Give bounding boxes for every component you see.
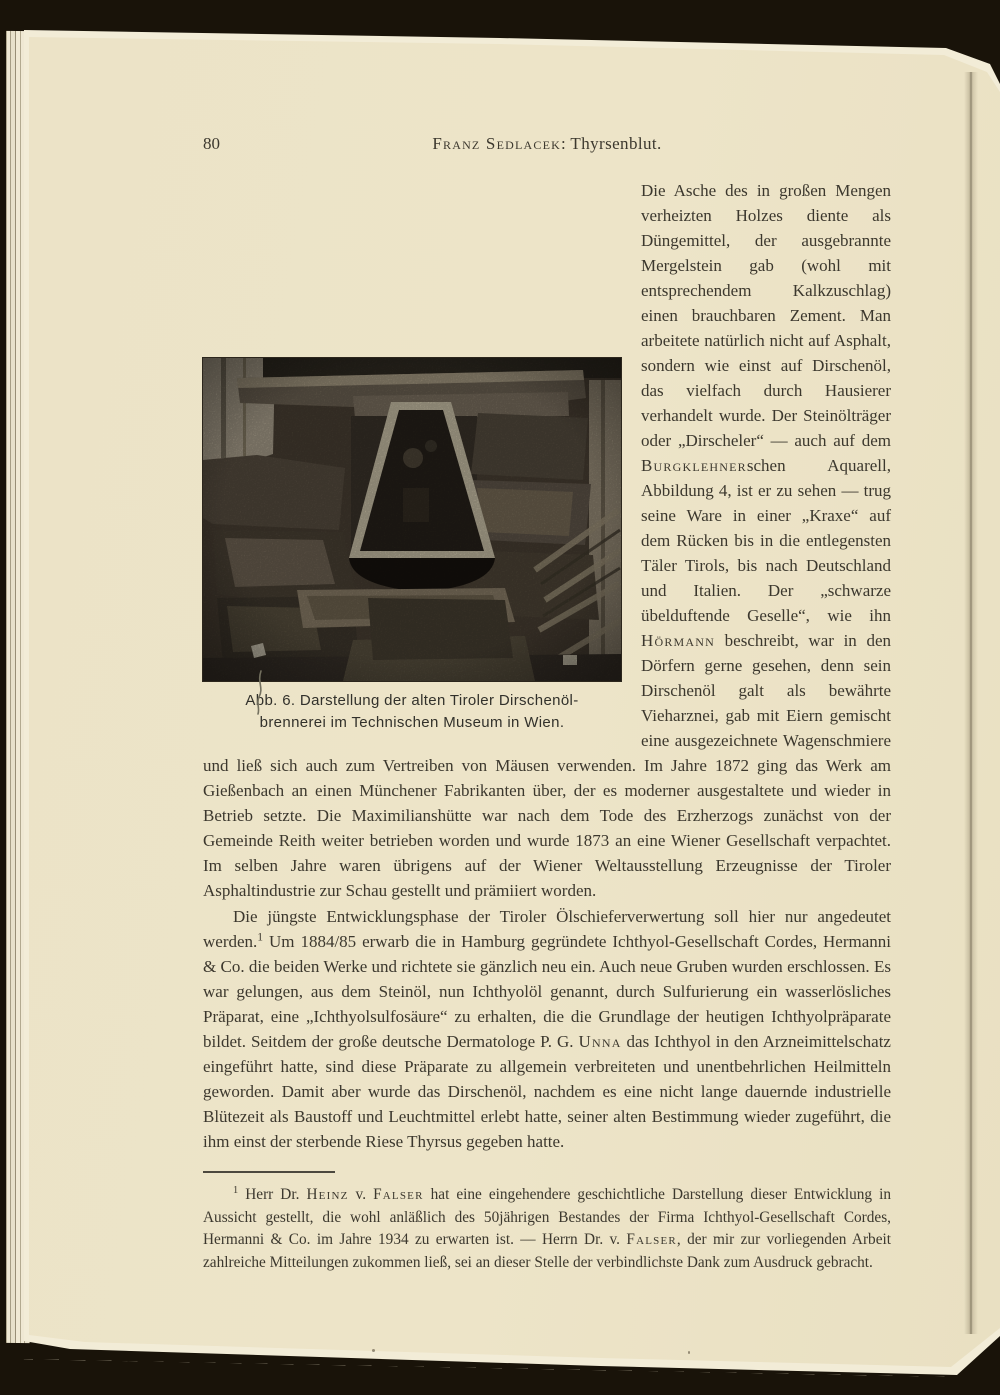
footnote: $^1$ Herr Dr. Heinz v. Falser hat eine eingehendere geschichtliche Darstellung dieser Entwicklung in Aussicht gestellt, die wohl anläßlich des 50jährigen Bestandes der Firma Ichthyol-Gesellschaft Cordes, Hermanni & Co. im Jahre 1934 zu erwarten ist. — Herrn Dr. v. Falser, der mir zur vorliegenden Arbeit zahlreiche Mitteilungen zukommen ließ, sei an dieser Stelle der verbindlichste Dank zum Ausdruck gebracht. bbox=[203, 1184, 891, 1271]
running-title: Franz Sedlacek: Thyrsenblut. bbox=[432, 134, 662, 153]
figure-caption-line2: brennerei im Technischen Museum in Wien. bbox=[259, 713, 565, 731]
running-head bbox=[203, 131, 891, 153]
footnote-rule bbox=[203, 1171, 335, 1173]
distillery-photo bbox=[203, 358, 621, 681]
figure-caption-line1: Abb. 6. Darstellung der alten Tiroler Dirschenöl- bbox=[245, 692, 579, 709]
paragraph-2: Die jüngste Entwicklungsphase der Tiroler Ölschieferverwertung soll hier nur angedeutet werden.$^1$ Um 1884/85 erwarb die in Hamburg gegründete Ichthyol-Gesellschaft Cordes, Hermanni & Co. die beiden Werke und richtete sie gänzlich neu ein. Auch neue Gruben wurden erschlossen. Es war gelungen, aus dem Steinöl, nun Ichthyolöl genannt, durch Sulfurierung ein wasserlösliches Präparat, eine „Ichthyolsulfosäure“ zu erhalten, die die Grundlage der heutigen Ichthyolpräparate bildet. Seitdem der große deutsche Dermatologe P. G. Unna das Ichthyol in den Arzneimittelschatz eingeführt hatte, sind diese Präparate zu allgemein verbreiteten und unentbehrlichen Heilmitteln geworden. Damit aber wurde das Dirschenöl, nachdem es eine nicht lange dauernde industrielle Blütezeit als Baustoff und Leuchtmittel erlebt hatte, seiner alten Bestimmung wieder zugeführt, die ihm einst der sterbende Riese Thyrsus gegeben hatte. bbox=[203, 907, 891, 1151]
paper-speck bbox=[372, 1349, 375, 1352]
text-block bbox=[203, 131, 891, 1274]
paragraph-1: Die Asche des in großen Mengen verheizten Holzes diente als Düngemittel, der ausgebrannte Mergelstein gab (wohl mit entsprechendem Kalkzuschlag) einen brauchbaren Zement. Man arbeitete natürlich nicht auf Asphalt, sondern wie einst auf Dirschenöl, das vielfach durch Hausierer verhandelt wurde. Der Steinölträger oder „Dirscheler“ — auch auf dem Burgklehnerschen Aquarell, Abbildung 4, ist er zu sehen — trug seine Ware in einer „Kraxe“ auf dem Rücken bis in die entlegensten Täler Tirols, bis nach Deutschland und Italien. Der „schwarze übelduftende Geselle“, wie ihn Hörmann beschreibt, war in den Dörfern gerne gesehen, denn sein Dirschenöl galt als bewährte Vieharznei, gab mit Eiern gemischt eine ausgezeichnete Wagenschmiere und ließ sich auch zum Vertreiben von Mäusen verwenden. Im Jahre 1872 ging das Werk am Gießenbach an einen Münchener Fabrikanten über, der es moderner ausgestaltete und wieder in Betrieb setzte. Die Maximilianshütte war nach dem Tode des Erzherzogs zunächst von der Gemeinde Reith weiter betrieben worden und wurde 1873 an eine Wiener Gesellschaft verpachtet. Im selben Jahre waren übrigens auf der Wiener Weltausstellung Erzeugnisse der Tiroler Asphaltindustrie zur Schau gestellt und prämiiert worden. bbox=[203, 181, 891, 900]
binding-crease bbox=[964, 72, 978, 1334]
paper-speck bbox=[688, 1351, 690, 1354]
page-number: 80 bbox=[203, 134, 220, 153]
figure-6 bbox=[203, 358, 621, 733]
pen-mark bbox=[251, 670, 269, 716]
